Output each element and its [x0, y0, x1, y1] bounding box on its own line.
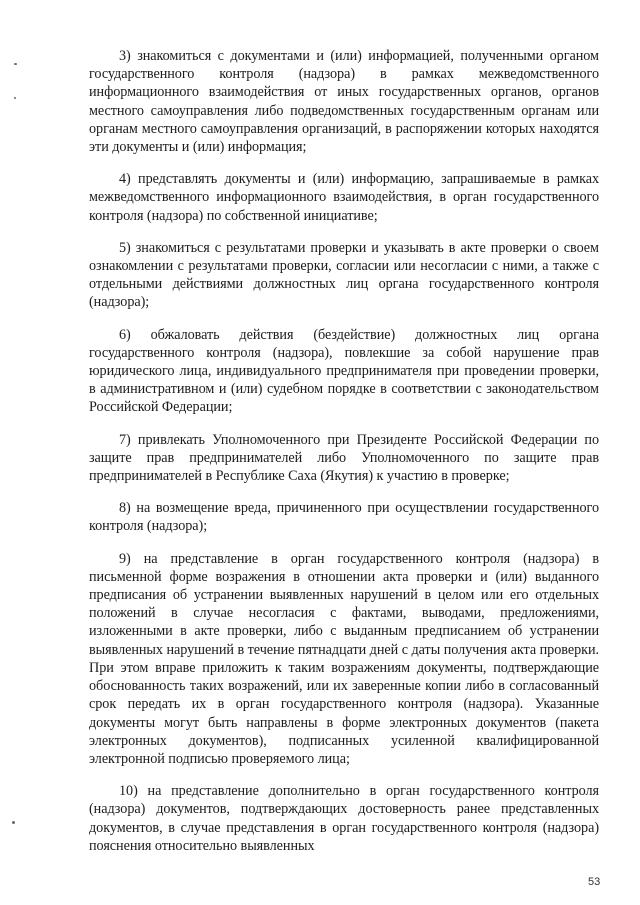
- paragraph-item-4: 4) представлять документы и (или) информацию, запрашиваемые в рамках межведомственного информационного взаимодействия, в орган государственного контроля (надзора) по собственной инициативе;: [89, 171, 599, 224]
- paragraph-item-7: 7) привлекать Уполномоченного при Президенте Российской Федерации по защите прав предпринимателей либо Уполномоченного по защите прав предпринимателей в Республике Саха (Якутия) к участию в проверке;: [89, 431, 599, 485]
- document-body: [89, 47, 599, 869]
- page-number: 53: [588, 876, 601, 888]
- scan-speck: [14, 63, 17, 65]
- paragraph-item-10: 10) на представление дополнительно в орган государственного контроля (надзора) документов, подтверждающих достоверность ранее представленных документов, в случае представления в орган государственного контроля (надзора) пояснения относительно выявленных: [89, 783, 599, 854]
- paragraph-item-5: 5) знакомиться с результатами проверки и указывать в акте проверки о своем ознакомлении с результатами проверки, согласии или несогласии с ними, а также с отдельными действиями должностных лиц органа государственного контроля (надзора);: [89, 239, 599, 311]
- scan-speck: [14, 97, 16, 99]
- paragraph-item-3: 3) знакомиться с документами и (или) информацией, полученными органом государственного контроля (надзора) в рамках межведомственного информационного взаимодействия от иных государственных органов, органов местного самоуправления либо подведомственных государственным органам или органам местного самоуправления организаций, в распоряжении которых находятся эти документы и (или) информация;: [89, 48, 599, 156]
- paragraph-item-8: 8) на возмещение вреда, причиненного при осуществлении государственного контроля (надзора);: [89, 500, 599, 535]
- paragraph-item-9: 9) на представление в орган государственного контроля (надзора) в письменной форме возражения в отношении акта проверки и (или) выданного предписания об устранении выявленных нарушений в целом или его отдельных положений в случае несогласия с фактами, выводами, предложениями, изложенными в акте проверки, либо с выданным предписанием об устранении выявленных нарушений в течение пятнадцати дней с даты получения акта проверки. При этом вправе приложить к таким возражениям документы, подтверждающие обоснованность таких возражений, или их заверенные копии либо в согласованный срок передать их в орган государственного контроля (надзора). Указанные документы могут быть направлены в форме электронных документов (пакета электронных документов), подписанных усиленной квалифицированной электронной подписью проверяемого лица;: [89, 550, 599, 767]
- scan-speck: [12, 821, 15, 824]
- paragraph-item-6: 6) обжаловать действия (бездействие) должностных лиц органа государственного контроля (надзора), повлекшие за собой нарушение прав юридического лица, индивидуального предпринимателя при проведении проверки, в административном и (или) судебном порядке в соответствии с законодательством Российской Федерации;: [89, 326, 599, 416]
